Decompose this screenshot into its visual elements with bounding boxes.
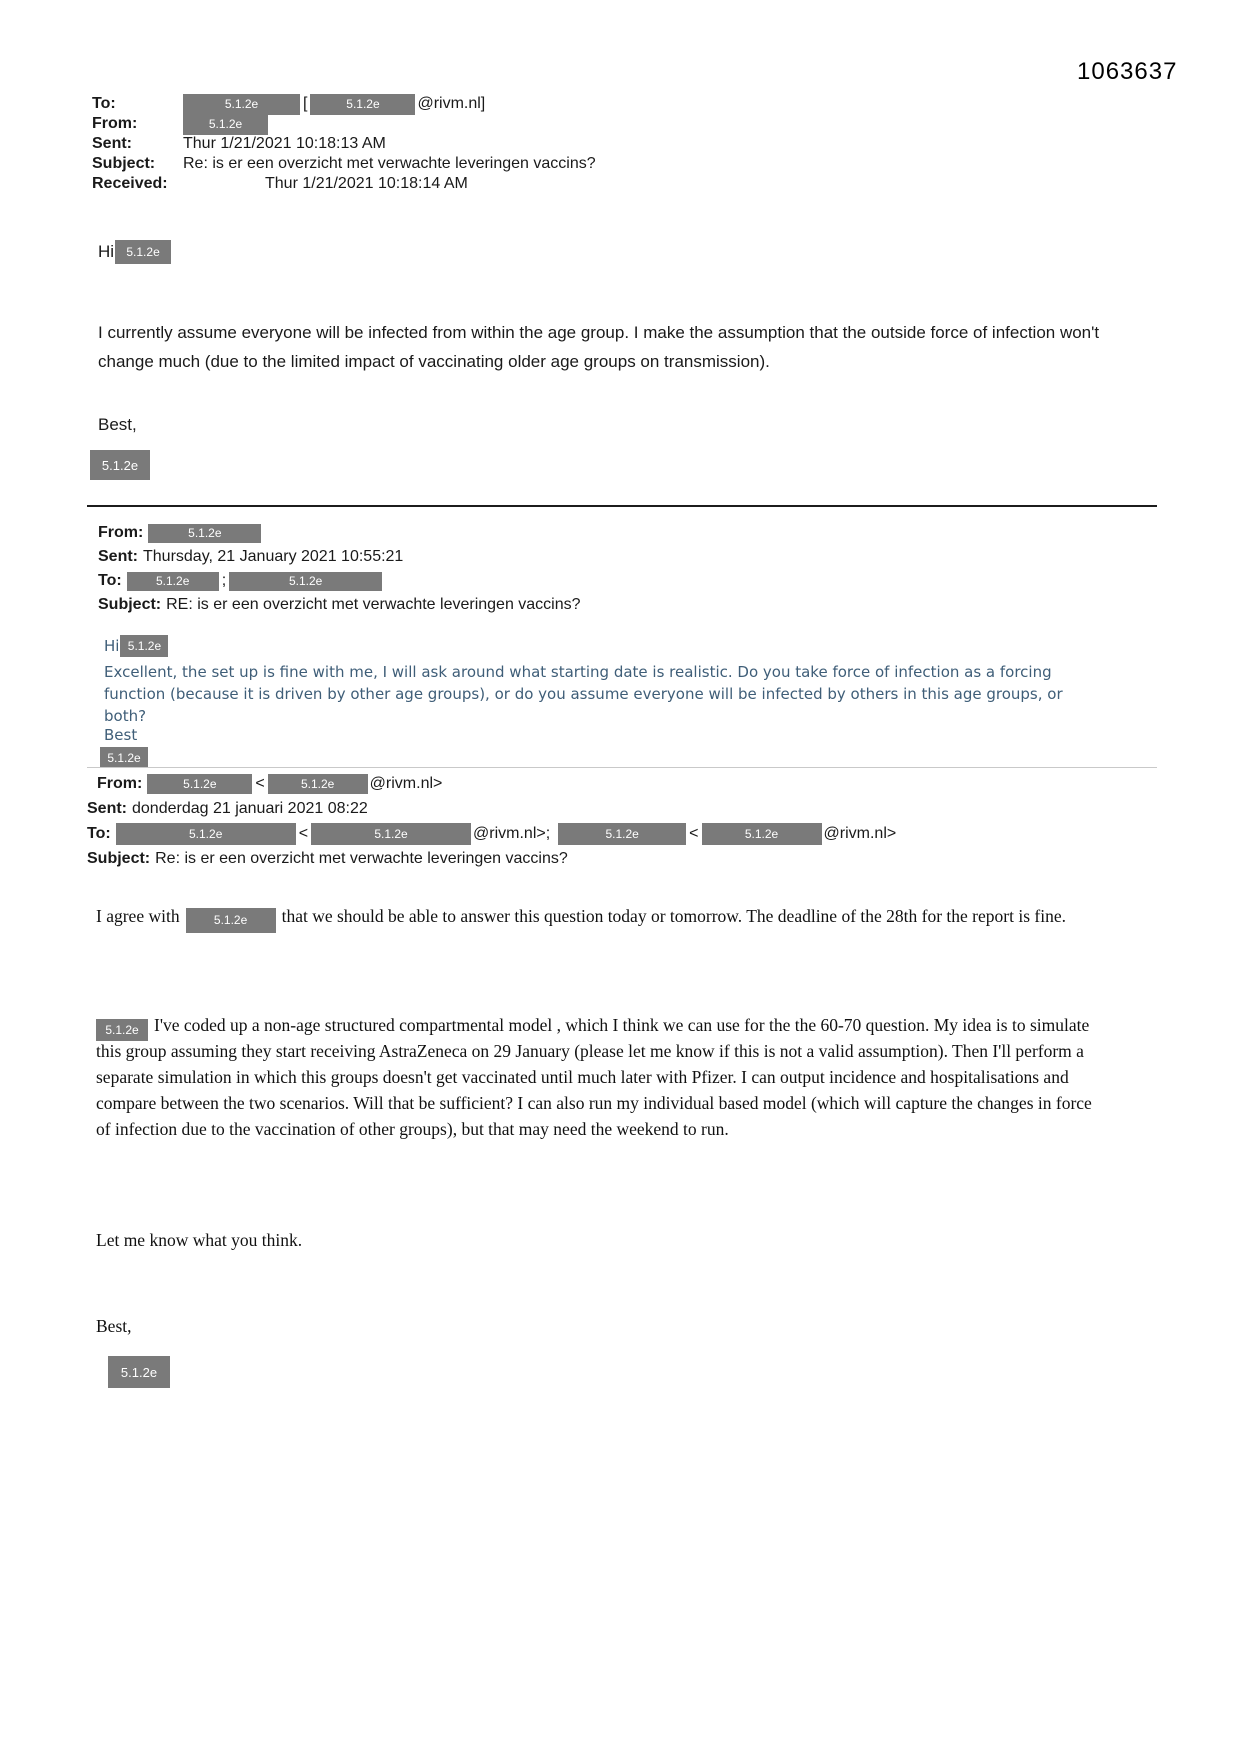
email1-header	[92, 94, 596, 194]
email3-signoff: Best,	[96, 1316, 132, 1336]
email1-to-domain: @rivm.nl]	[417, 95, 486, 112]
email3-from-row	[87, 771, 896, 796]
email1-from-label: From:	[92, 115, 138, 132]
email2-header	[98, 521, 581, 617]
email2-sent-label: Sent:	[98, 548, 138, 565]
email3-paragraph-1	[96, 903, 1106, 930]
email3-paragraph-2	[96, 1012, 1096, 1142]
email1-greeting	[98, 240, 171, 264]
email2-signoff: Best	[104, 726, 138, 744]
redaction-box: 5.1.2e	[90, 450, 150, 480]
email3-paragraph-1-before: I agree with	[96, 906, 180, 926]
redaction-box: 5.1.2e	[100, 747, 148, 768]
email1-received-value: Thur 1/21/2021 10:18:14 AM	[265, 175, 468, 192]
redaction-box: 5.1.2e	[96, 1019, 148, 1041]
email1-received-label: Received:	[92, 175, 168, 192]
separator-line-1	[87, 505, 1157, 507]
email3-to-label: To:	[87, 824, 111, 842]
redaction-box: 5.1.2e	[127, 572, 219, 591]
email1-subject-value: Re: is er een overzicht met verwachte leveringen vaccins?	[183, 155, 596, 172]
email1-sent-row	[92, 134, 596, 154]
redaction-box: 5.1.2e	[147, 774, 252, 794]
email2-subject-label: Subject:	[98, 596, 162, 613]
email3-subject-value: Re: is er een overzicht met verwachte leveringen vaccins?	[155, 849, 568, 867]
redaction-box: 5.1.2e	[310, 94, 415, 115]
email2-paragraph: Excellent, the set up is fine with me, I will ask around what starting date is realistic. Do you take force of infection as a forcing function (because it is driven by other age groups), or do you assume everyone will be infected by others in this age groups, or both?	[104, 663, 1063, 725]
email3-subject-label: Subject:	[87, 849, 151, 867]
email1-subject-row	[92, 154, 596, 174]
email2-greeting	[104, 635, 168, 657]
email3-from-angle: <	[255, 774, 265, 792]
email3-sent-row	[87, 796, 896, 821]
redaction-box: 5.1.2e	[268, 774, 368, 794]
email1-sent-label: Sent:	[92, 135, 132, 152]
redaction-box: 5.1.2e	[311, 823, 471, 845]
redaction-box: 5.1.2e	[116, 823, 296, 845]
email2-sent-value: Thursday, 21 January 2021 10:55:21	[143, 548, 404, 565]
email1-to-label: To:	[92, 95, 116, 112]
redaction-box: 5.1.2e	[115, 240, 171, 264]
email1-subject-label: Subject:	[92, 155, 156, 172]
email2-sent-row	[98, 545, 581, 569]
email3-to-angle-2: <	[689, 824, 699, 842]
redaction-box: 5.1.2e	[108, 1356, 170, 1388]
redaction-box: 5.1.2e	[702, 823, 822, 845]
email2-greeting-text: Hi	[104, 637, 120, 655]
email2-subject-row	[98, 593, 581, 617]
separator-line-2	[87, 767, 1157, 768]
email2-to-label: To:	[98, 572, 122, 589]
email2-from-row	[98, 521, 581, 545]
redaction-box: 5.1.2e	[558, 823, 686, 845]
redaction-box: 5.1.2e	[120, 635, 168, 657]
email3-paragraph-1-after: that we should be able to answer this question today or tomorrow. The deadline of the 28th for the report is fine.	[281, 906, 1066, 926]
email3-paragraph-2-text: I've coded up a non-age structured compartmental model , which I think we can use for the the 60-70 question. My idea is to simulate this group assuming they start receiving AstraZeneca on 29 January (please let me know if this is not a valid assumption). Then I'll perform a separate simulation in which this groups doesn't get vaccinated until much later with Pfizer. I can output incidence and hospitalisations and compare between the two scenarios. Will that be sufficient? I can also run my individual based model (which will capture the changes in force of infection due to the vaccination of other groups), but that may need the weekend to run.	[96, 1015, 1092, 1139]
email1-received-row	[92, 174, 596, 194]
email2-from-label: From:	[98, 524, 144, 541]
email2-to-separator: ;	[221, 572, 227, 589]
redaction-box: 5.1.2e	[229, 572, 382, 591]
email1-from-row	[92, 114, 596, 134]
email3-sent-label: Sent:	[87, 799, 127, 817]
email3-subject-row	[87, 846, 896, 871]
email2-to-row	[98, 569, 581, 593]
email3-header	[87, 771, 896, 871]
redaction-box: 5.1.2e	[186, 908, 276, 933]
email3-sent-value: donderdag 21 januari 2021 08:22	[132, 799, 368, 817]
email3-to-domain-1: @rivm.nl>;	[473, 824, 551, 842]
redaction-box: 5.1.2e	[183, 114, 268, 135]
email3-to-row	[87, 821, 896, 846]
redaction-box: 5.1.2e	[183, 94, 300, 115]
email1-signoff: Best,	[98, 415, 137, 434]
redaction-box: 5.1.2e	[148, 524, 261, 543]
email1-sent-value: Thur 1/21/2021 10:18:13 AM	[183, 135, 386, 152]
email3-to-domain-2: @rivm.nl>	[823, 824, 897, 842]
email2-subject-value: RE: is er een overzicht met verwachte leveringen vaccins?	[166, 596, 581, 613]
email3-paragraph-3: Let me know what you think.	[96, 1230, 303, 1250]
email3-to-angle-1: <	[298, 824, 309, 842]
email1-to-row	[92, 94, 596, 114]
email3-from-label: From:	[97, 774, 143, 792]
email1-greeting-text: Hi	[98, 242, 115, 261]
document-number: 1063637	[1077, 58, 1178, 85]
email3-from-domain: @rivm.nl>	[369, 774, 443, 792]
email1-paragraph: I currently assume everyone will be infected from within the age group. I make the assumption that the outside force of infection won't change much (due to the limited impact of vaccinating older age groups on transmission).	[98, 323, 1100, 371]
email1-to-bracket: [	[303, 95, 308, 112]
